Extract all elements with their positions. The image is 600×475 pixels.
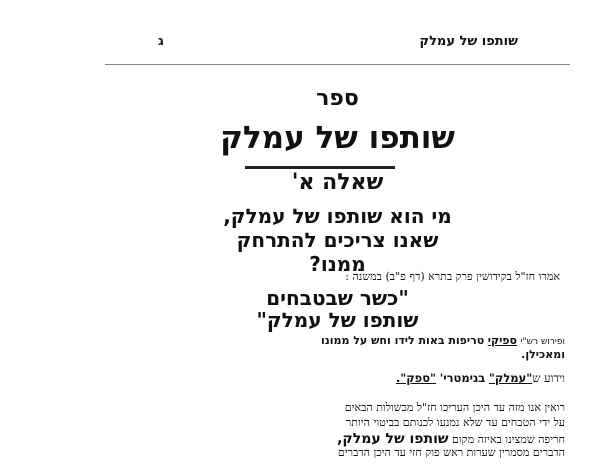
book-title: שותפו של עמלק	[220, 120, 455, 156]
title-underline	[245, 166, 395, 169]
mishna-quote-line: שותפו של עמלק"	[256, 308, 419, 332]
source-intro: אמרו חז"ל בקידושין פרק בתרא (דף פ"ב) במשנה :	[345, 270, 560, 283]
body-line: הדברים מסמרין שערות ראש פוק חזי עד היכן הדברים	[337, 446, 565, 459]
question-label: שאלה א'	[291, 170, 384, 195]
body-line: רואין אנו מזה עד היכן העריכו חז"ל מכשולות הבאים	[344, 401, 565, 414]
header-rule	[105, 64, 570, 65]
mishna-quote-line: "כשר שבטבחים	[266, 286, 409, 310]
question-line: ממנו?	[309, 252, 366, 276]
rashi-commentary	[95, 334, 565, 347]
gematria-term-amalek: "עמלק"	[488, 371, 533, 385]
running-header	[158, 34, 518, 49]
gematria-word: בגימטרי'	[439, 371, 486, 385]
rashi-key-term: ספיקי	[487, 334, 518, 347]
running-title: שותפו של עמלק	[419, 34, 518, 49]
body-line: על ידי הטבחים עד שלא נמנעו לכנותם בביטוי היותר	[345, 416, 565, 429]
gematria-line	[95, 371, 565, 385]
rashi-text-cont: ומאכילן.	[521, 348, 565, 361]
rashi-prefix: ופירוש רש"י	[520, 337, 565, 347]
gematria-term-safek: "ספק".	[395, 371, 437, 385]
book-label: ספר	[316, 86, 359, 111]
question-line: מי הוא שותפו של עמלק,	[223, 204, 452, 228]
gematria-prefix: וידוע ש	[532, 371, 565, 385]
rashi-text: טריפות באות לידו וחש על ממונו	[320, 334, 485, 347]
body-line	[95, 431, 565, 447]
body-emphasis: שותפו של עמלק,	[337, 431, 449, 447]
page-number: ג	[158, 34, 164, 49]
question-line: שאנו צריכים להתרחק	[236, 228, 439, 252]
body-line-text: חריפה שמצינו באיזה מקום	[452, 433, 565, 446]
